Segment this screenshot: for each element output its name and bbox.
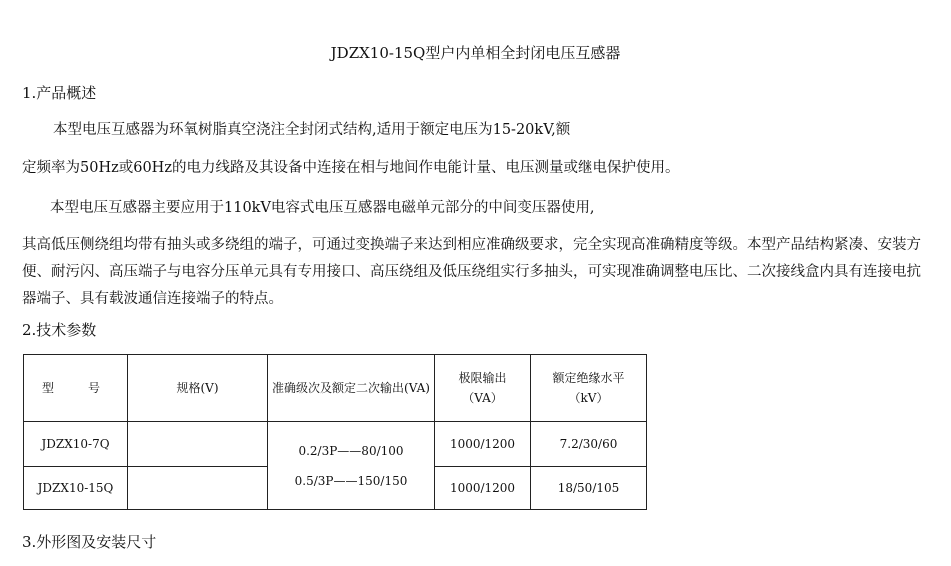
header-limit-output-label: 极限输出 [458, 371, 507, 385]
table-row [24, 422, 647, 467]
cell-spec [128, 467, 268, 510]
header-insulation-label: 额定绝缘水平 [552, 371, 625, 385]
section-heading-dimensions: 3.外形图及安装尺寸 [22, 533, 157, 551]
header-limit-output [435, 355, 531, 422]
page-title: JDZX10-15Q型户内单相全封闭电压互感器 [330, 44, 621, 62]
cell-limit-output: 1000/1200 [435, 467, 531, 510]
cell-accuracy [268, 422, 435, 510]
section-heading-overview: 1.产品概述 [22, 84, 97, 102]
overview-paragraph-1-line-2: 定频率为50Hz或60Hz的电力线路及其设备中连接在相与地间作电能计量、电压测量或继电保护使用。 [22, 160, 680, 176]
spec-table [23, 354, 647, 510]
header-insulation-level [531, 355, 647, 422]
cell-limit-output: 1000/1200 [435, 422, 531, 467]
header-model-char-1: 型 [42, 381, 55, 395]
header-limit-output-unit: （VA） [462, 391, 503, 405]
cell-insulation-level: 18/50/105 [531, 467, 647, 510]
cell-spec [128, 422, 268, 467]
cell-model: JDZX10-7Q [24, 422, 128, 467]
header-accuracy: 准确级次及额定二次输出(VA) [268, 355, 435, 422]
accuracy-line-2: 0.5/3P——150/150 [294, 473, 408, 488]
header-insulation-unit: （kV） [568, 391, 609, 405]
section-heading-specs: 2.技术参数 [22, 321, 97, 339]
cell-model: JDZX10-15Q [24, 467, 128, 510]
overview-paragraph-3: 其高低压侧绕组均带有抽头或多绕组的端子，可通过变换端子来达到相应准确级要求，完全实现高准确精度等级。本型产品结构紧凑、安装方便、耐污闪、高压端子与电容分压单元具有专用接口、高压绕组及低压绕组实行多抽头，可实现准确调整电压比、二次接线盒内具有连接电抗器端子、具有载波通信连接端子的特点。 [22, 237, 921, 307]
header-model-char-2: 号 [88, 381, 101, 395]
cell-insulation-level: 7.2/30/60 [531, 422, 647, 467]
header-model [24, 355, 128, 422]
overview-paragraph-2: 本型电压互感器主要应用于110kV电容式电压互感器电磁单元部分的中间变压器使用, [50, 200, 595, 216]
overview-paragraph-1-line-1: 本型电压互感器为环氧树脂真空浇注全封闭式结构,适用于额定电压为15-20kV,额 [53, 122, 571, 138]
accuracy-line-1: 0.2/3P——80/100 [298, 443, 404, 458]
table-header-row [24, 355, 647, 422]
header-spec: 规格(V) [128, 355, 268, 422]
